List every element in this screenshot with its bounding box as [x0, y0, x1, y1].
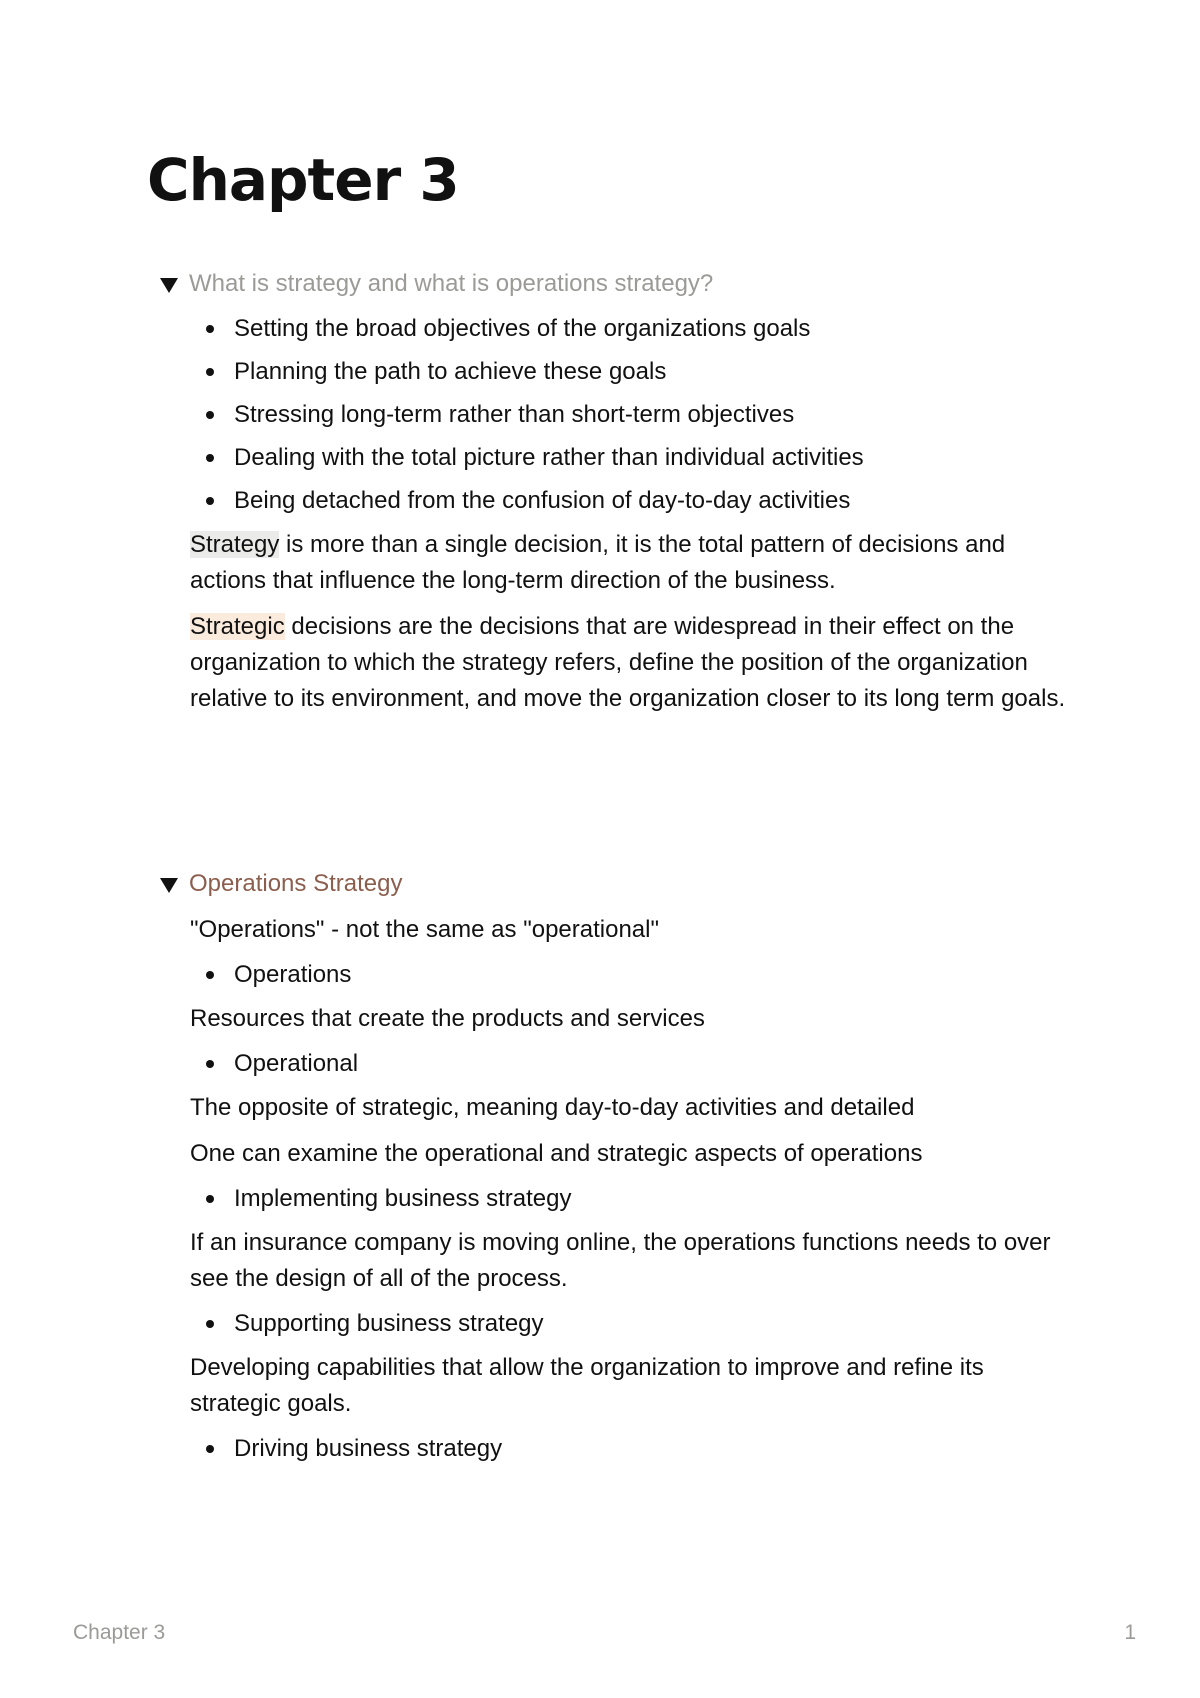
list-item-text: Implementing business strategy	[234, 1185, 572, 1212]
list-item-text: Supporting business strategy	[234, 1310, 544, 1337]
bullet-dot-icon	[206, 971, 214, 979]
bullet-dot-icon	[206, 497, 214, 505]
list-item-text: Setting the broad objectives of the organizations goals	[234, 315, 811, 342]
bullet-dot-icon	[206, 411, 214, 419]
bullet-dot-icon	[206, 1060, 214, 1068]
footer-page-number: 1	[1124, 1621, 1136, 1644]
list-item-text: Operational	[234, 1050, 359, 1077]
list-item-text: Driving business strategy	[234, 1435, 503, 1462]
list-item-text: Stressing long-term rather than short-term objectives	[234, 401, 795, 428]
toggle-header-operations-strategy[interactable]	[160, 864, 1080, 904]
highlight-strategic: Strategic	[190, 613, 285, 640]
bullet-dot-icon	[206, 1320, 214, 1328]
toggle-title-operations-strategy: Operations Strategy	[189, 870, 403, 897]
list-item	[190, 398, 1080, 432]
toggle-triangle-icon[interactable]	[160, 878, 178, 893]
toggle-triangle-icon[interactable]	[160, 278, 178, 293]
toggle-operations-strategy	[160, 864, 1080, 1475]
list-item	[190, 441, 1080, 475]
list-item	[190, 484, 1080, 518]
list-item	[190, 958, 1080, 992]
toggle-body-operations-strategy	[160, 912, 1080, 1466]
toggle-strategy	[160, 264, 1080, 727]
page-title: Chapter 3	[147, 146, 459, 214]
bullet-dot-icon	[206, 368, 214, 376]
list-item-text: Planning the path to achieve these goals	[234, 358, 667, 385]
list-item	[190, 1432, 1080, 1466]
list-item-text: Dealing with the total picture rather than individual activities	[234, 444, 864, 471]
paragraph-strategic-decisions	[190, 609, 1080, 717]
list-item	[190, 1307, 1080, 1341]
paragraph-implementing: If an insurance company is moving online, the operations functions needs to over see the design of all of the process.	[190, 1229, 1051, 1292]
list-item	[190, 1182, 1080, 1216]
highlight-strategy: Strategy	[190, 531, 280, 558]
bullet-dot-icon	[206, 1195, 214, 1203]
paragraph-strategy-definition	[190, 527, 1080, 599]
bullet-dot-icon	[206, 1445, 214, 1453]
bullet-dot-icon	[206, 325, 214, 333]
toggle-title-strategy: What is strategy and what is operations strategy?	[189, 270, 714, 297]
list-item	[190, 1047, 1080, 1081]
paragraph-text: decisions are the decisions that are widespread in their effect on the organization to which the strategy refers, define the position of the organization relative to its environment, and move the organization closer to its long term goals.	[190, 613, 1066, 712]
paragraph-supporting: Developing capabilities that allow the organization to improve and refine its strategic goals.	[190, 1354, 984, 1417]
paragraph-intro: "Operations" - not the same as "operational"	[190, 916, 659, 943]
toggle-body-strategy	[160, 312, 1080, 717]
bullet-dot-icon	[206, 454, 214, 462]
paragraph-text: is more than a single decision, it is the total pattern of decisions and actions that influence the long-term direction of the business.	[190, 531, 1006, 594]
paragraph-operations: Resources that create the products and services	[190, 1005, 705, 1032]
toggle-header-strategy[interactable]	[160, 264, 1080, 304]
list-item	[190, 355, 1080, 389]
paragraph-operational-2: One can examine the operational and strategic aspects of operations	[190, 1140, 923, 1167]
list-item-text: Being detached from the confusion of day-to-day activities	[234, 487, 851, 514]
footer-chapter-label: Chapter 3	[73, 1621, 166, 1644]
paragraph-operational-1: The opposite of strategic, meaning day-to-day activities and detailed	[190, 1094, 915, 1121]
list-item-text: Operations	[234, 961, 352, 988]
list-item	[190, 312, 1080, 346]
